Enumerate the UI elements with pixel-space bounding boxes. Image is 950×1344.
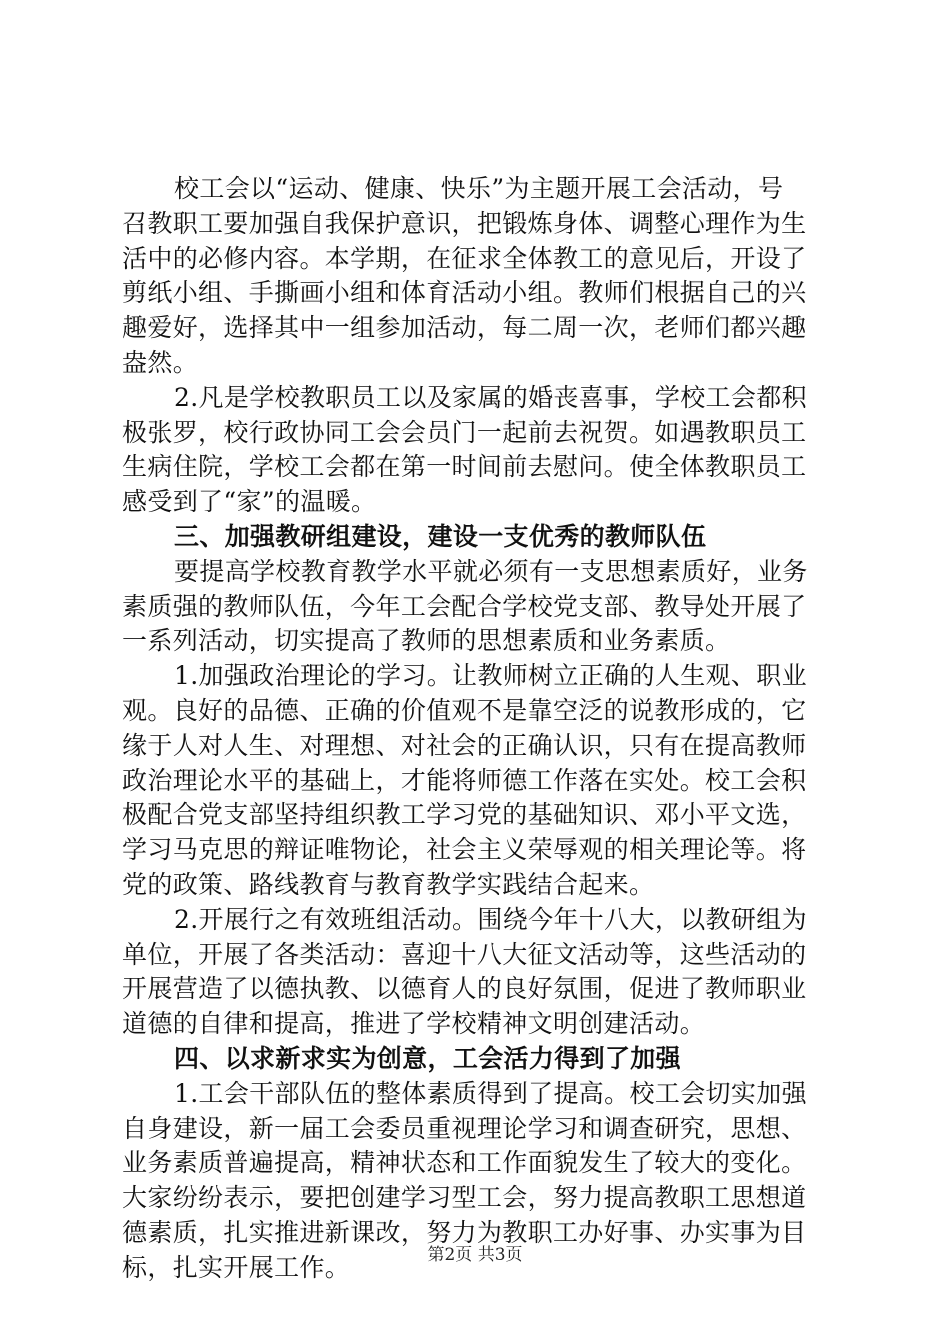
paragraph-line: 生病住院，学校工会都在第一时间前去慰问。使全体教职员工 (122, 452, 807, 482)
paragraph-line: 党的政策、路线教育与教育教学实践结合起来。 (122, 869, 655, 899)
paragraph-line: 业务素质普遍提高，精神状态和工作面貌发生了较大的变化。 (122, 1148, 807, 1178)
paragraph-line: 单位，开展了各类活动：喜迎十八大征文活动等，这些活动的 (122, 939, 807, 969)
paragraph-line: 极张罗，校行政协同工会会员门一起前去祝贺。如遇教职员工 (122, 417, 807, 447)
paragraph-line: 大家纷纷表示，要把创建学习型工会，努力提高教职工思想道 (122, 1183, 807, 1213)
paragraph-line: 自身建设，新一届工会委员重视理论学习和调查研究，思想、 (122, 1113, 807, 1143)
page-footer (0, 1244, 950, 1266)
page-number-label: 第2页 共3页 (427, 1245, 523, 1265)
paragraph-line: 素质强的教师队伍，今年工会配合学校党支部、教导处开展了 (122, 591, 807, 621)
paragraph-line: 开展营造了以德执教、以德育人的良好氛围，促进了教师职业 (122, 974, 807, 1004)
paragraph-line: 一系列活动，切实提高了教师的思想素质和业务素质。 (122, 626, 731, 656)
paragraph-line: 盎然。 (122, 347, 199, 377)
paragraph-line: 1.工会干部队伍的整体素质得到了提高。校工会切实加强 (174, 1078, 807, 1108)
section-heading: 四、以求新求实为创意，工会活力得到了加强 (174, 1043, 682, 1073)
paragraph-line: 剪纸小组、手撕画小组和体育活动小组。教师们根据自己的兴 (122, 278, 807, 308)
paragraph-line: 1.加强政治理论的学习。让教师树立正确的人生观、职业 (174, 661, 807, 691)
paragraph-line: 2.凡是学校教职员工以及家属的婚丧喜事，学校工会都积 (174, 382, 807, 412)
paragraph-line: 极配合党支部坚持组织教工学习党的基础知识、邓小平文选， (122, 800, 807, 830)
paragraph-line: 感受到了“家”的温暖。 (122, 487, 377, 517)
paragraph-line: 标，扎实开展工作。 (122, 1252, 351, 1282)
paragraph-line: 德素质，扎实推进新课改，努力为教职工办好事、办实事为目 (122, 1217, 807, 1247)
paragraph-line: 学习马克思的辩证唯物论，社会主义荣辱观的相关理论等。将 (122, 835, 807, 865)
paragraph-line: 校工会以“运动、健康、快乐”为主题开展工会活动，号 (174, 174, 784, 203)
paragraph-line: 活中的必修内容。本学期，在征求全体教工的意见后，开设了 (122, 243, 807, 273)
paragraph-line: 2.开展行之有效班组活动。围绕今年十八大，以教研组为 (174, 904, 807, 934)
paragraph-line: 要提高学校教育教学水平就必须有一支思想素质好，业务 (174, 556, 808, 586)
paragraph-line: 趣爱好，选择其中一组参加活动，每二周一次，老师们都兴趣 (122, 313, 807, 343)
paragraph-line: 观。良好的品德、正确的价值观不是靠空泛的说教形成的，它 (122, 695, 807, 725)
paragraph-line: 道德的自律和提高，推进了学校精神文明创建活动。 (122, 1009, 706, 1039)
section-heading: 三、加强教研组建设，建设一支优秀的教师队伍 (174, 521, 707, 551)
document-body (122, 172, 834, 1286)
paragraph-line: 政治理论水平的基础上，才能将师德工作落在实处。校工会积 (122, 765, 807, 795)
paragraph-line: 缘于人对人生、对理想、对社会的正确认识，只有在提高教师 (122, 730, 807, 760)
paragraph-line: 召教职工要加强自我保护意识，把锻炼身体、调整心理作为生 (122, 208, 807, 238)
